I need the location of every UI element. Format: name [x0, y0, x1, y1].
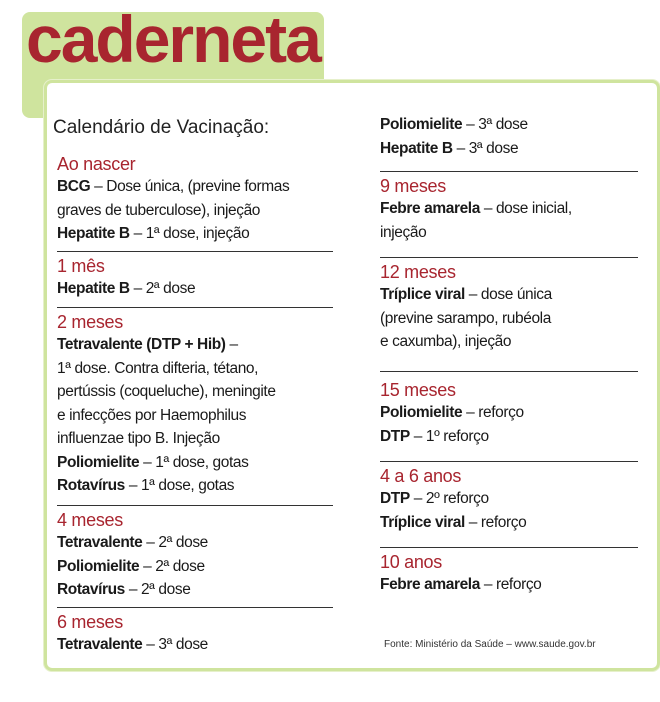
vaccine-detail: graves de tuberculose), injeção — [57, 201, 261, 219]
vaccine-name: Hepatite B — [57, 280, 130, 297]
vaccine-line — [380, 283, 638, 307]
vaccine-detail: – 1ª dose, gotas — [124, 477, 235, 494]
vaccine-line — [380, 113, 638, 137]
vaccine-line — [57, 222, 333, 246]
vaccine-detail: injeção — [380, 223, 427, 241]
vaccine-detail: – 2ª dose — [142, 534, 208, 551]
schedule-section — [57, 311, 333, 506]
vaccine-detail: – 3ª dose — [452, 139, 519, 157]
vaccine-detail: – reforço — [464, 513, 527, 531]
vaccine-detail: – 3ª dose — [142, 636, 208, 653]
schedule-section — [380, 175, 638, 258]
vaccination-card — [44, 80, 660, 671]
vaccine-line — [380, 573, 638, 597]
vaccine-detail: – — [225, 336, 238, 353]
vaccine-detail: pertússis (coqueluche), meningite — [57, 383, 276, 400]
vaccine-detail: e infecções por Haemophilus — [57, 406, 247, 424]
vaccine-name: Tríplice viral — [380, 513, 465, 531]
schedule-section — [57, 509, 333, 608]
schedule-section — [380, 261, 638, 372]
vaccine-name: Tetravalente — [57, 636, 143, 653]
vaccine-name: Poliomielite — [57, 557, 140, 575]
schedule-section — [57, 255, 333, 308]
age-heading: 2 meses — [57, 312, 123, 332]
vaccine-detail: – 1ª dose, injeção — [129, 225, 250, 242]
vaccine-line — [57, 199, 333, 223]
vaccine-detail: influenzae tipo B. Injeção — [57, 430, 220, 447]
vaccine-detail: – 2ª dose — [139, 557, 205, 575]
vaccine-name: Febre amarela — [380, 576, 480, 593]
vaccine-line — [57, 404, 333, 428]
age-heading: 6 meses — [57, 612, 123, 632]
vaccine-name: DTP — [380, 427, 410, 445]
vaccine-line — [57, 531, 333, 555]
vaccine-line — [57, 474, 333, 498]
source-note: Fonte: Ministério da Saúde – www.saude.gov.br — [384, 639, 596, 650]
vaccine-line — [380, 330, 638, 354]
vaccine-detail: – 1º reforço — [409, 427, 489, 445]
vaccine-detail: – Dose única, (previne formas — [90, 178, 290, 195]
vaccine-detail: – dose única — [464, 286, 552, 303]
vaccine-detail: – reforço — [462, 404, 524, 421]
schedule-section — [57, 153, 333, 252]
vaccine-name: Tetravalente (DTP + Hib) — [57, 336, 226, 353]
vaccine-line — [57, 633, 333, 657]
vaccine-line — [380, 425, 638, 449]
age-heading: 12 meses — [380, 262, 456, 282]
vaccine-name: Febre amarela — [380, 200, 480, 217]
vaccine-line — [57, 380, 333, 404]
schedule-section — [380, 551, 638, 617]
age-heading: 10 anos — [380, 552, 442, 572]
vaccine-detail: – 3ª dose — [462, 116, 528, 133]
schedule-section — [380, 465, 638, 548]
vaccine-line — [380, 401, 638, 425]
vaccine-name: Hepatite B — [57, 225, 130, 242]
vaccine-detail: (previne sarampo, rubéola — [380, 309, 551, 327]
vaccine-name: Poliomielite — [380, 116, 463, 133]
age-heading: 1 mês — [57, 256, 105, 276]
age-heading: Ao nascer — [57, 154, 136, 174]
vaccine-line — [57, 175, 333, 199]
age-heading: 9 meses — [380, 176, 446, 196]
schedule-section — [380, 113, 638, 172]
vaccine-detail: – dose inicial, — [479, 200, 572, 217]
vaccine-name: Poliomielite — [57, 453, 140, 471]
age-heading: 4 meses — [57, 510, 123, 530]
vaccine-line — [380, 197, 638, 221]
vaccine-line — [57, 357, 333, 381]
vaccine-name: Rotavírus — [57, 581, 125, 598]
vaccine-name: DTP — [380, 490, 410, 507]
vaccine-detail: 1ª dose. Contra difteria, tétano, — [57, 359, 259, 377]
vaccine-name: Poliomielite — [380, 404, 463, 421]
vaccine-line — [57, 277, 333, 301]
vaccine-name: BCG — [57, 178, 91, 195]
vaccine-line — [380, 307, 638, 331]
vaccine-line — [57, 555, 333, 579]
age-heading: 4 a 6 anos — [380, 466, 462, 486]
vaccine-line — [57, 427, 333, 451]
vaccine-detail: – 1ª dose, gotas — [139, 453, 249, 471]
vaccine-detail: – reforço — [479, 576, 542, 593]
vaccine-detail: – 2ª dose — [129, 280, 196, 297]
vaccine-detail: – 2º reforço — [409, 490, 489, 507]
vaccine-line — [57, 451, 333, 475]
vaccine-name: Hepatite B — [380, 139, 453, 157]
calendar-title: Calendário de Vacinação: — [53, 117, 270, 138]
age-heading: 15 meses — [380, 380, 456, 400]
vaccine-detail: e caxumba), injeção — [380, 333, 512, 350]
vaccine-name: Tetravalente — [57, 534, 143, 551]
vaccine-name: Tríplice viral — [380, 286, 465, 303]
vaccine-line — [380, 137, 638, 161]
vaccine-name: Rotavírus — [57, 477, 125, 494]
vaccine-detail: – 2ª dose — [124, 581, 191, 598]
brand-title: caderneta — [26, 2, 320, 76]
schedule-section — [57, 611, 333, 661]
vaccine-line — [380, 487, 638, 511]
vaccine-line — [380, 221, 638, 245]
vaccine-line — [57, 578, 333, 602]
vaccine-line — [57, 333, 333, 357]
vaccine-line — [380, 511, 638, 535]
schedule-section — [380, 379, 638, 462]
